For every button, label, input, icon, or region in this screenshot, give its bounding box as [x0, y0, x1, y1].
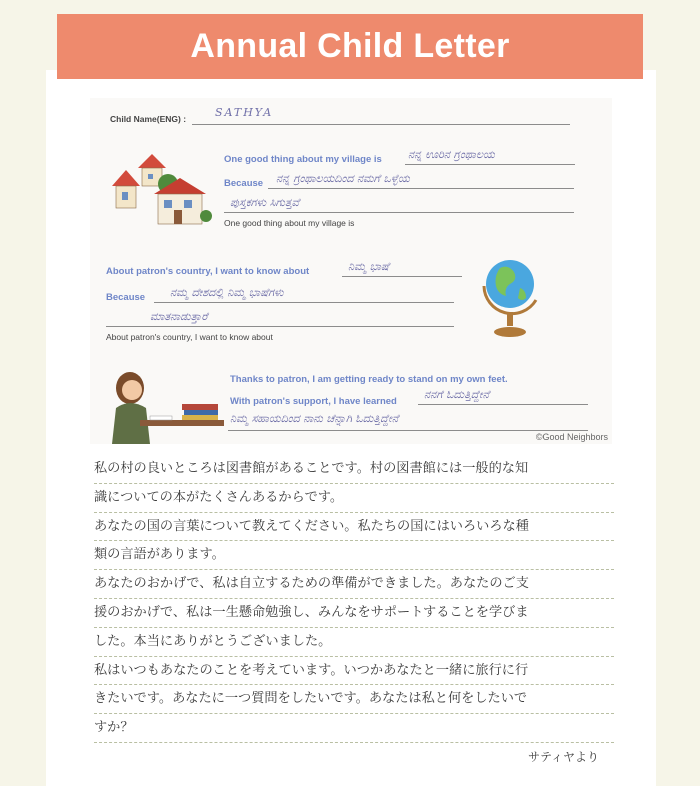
letter-line: すか？ — [94, 714, 614, 743]
letter-line: 私の村の良いところは図書館があることです。村の図書館には一般的な知 — [94, 455, 614, 484]
page-title: Annual Child Letter — [190, 27, 510, 65]
q1-because-answer: ನನ್ನ ಗ್ರಂಥಾಲಯದಿಂದ ನಮಗೆ ಒಳ್ಳೆಯ — [276, 172, 410, 185]
girl-studying-illustration — [100, 364, 224, 444]
q1-because-cont: ಪುಸ್ತಕಗಳು ಸಿಗುತ್ತವೆ — [230, 196, 300, 209]
header-banner — [57, 14, 643, 79]
q2-answer: ನಿಮ್ಮ ಭಾಷೆ — [348, 260, 389, 273]
q3-label: Thanks to patron, I am getting ready to stand on my own feet. — [230, 374, 508, 385]
scanned-letter-image — [90, 98, 612, 444]
q2-because-answer: ನಮ್ಮ ದೇಶದಲ್ಲಿ ನಿಮ್ಮ ಭಾಷೆಗಳು — [170, 286, 284, 299]
q1-label: One good thing about my village is — [224, 154, 382, 165]
village-houses-illustration — [110, 150, 214, 230]
letter-line: 類の言語があります。 — [94, 541, 614, 570]
q1-caption: One good thing about my village is — [224, 218, 355, 228]
q1-answer: ನನ್ನ ಊರಿನ ಗ್ರಂಥಾಲಯ — [408, 148, 495, 161]
letter-line: した。本当にありがとうございました。 — [94, 628, 614, 657]
q3-support-cont: ನಿಮ್ಮ ಸಹಾಯದಿಂದ ನಾನು ಚೆನ್ನಾಗಿ ಓದುತ್ತಿದ್ದೇನೆ — [230, 412, 399, 425]
globe-illustration — [474, 246, 546, 342]
child-name-value: SATHYA — [215, 106, 274, 119]
letter-line: あなたのおかげで、私は自立するための準備ができました。あなたのご支 — [94, 570, 614, 599]
letter-line: きたいです。あなたに一つ質問をしたいです。あなたは私と何をしたいで — [94, 685, 614, 714]
letter-signature: サティヤより — [528, 750, 600, 764]
q1-because-label: Because — [224, 178, 264, 189]
child-name-label: Child Name(ENG) : — [110, 114, 187, 124]
q3-support-answer: ನನಗೆ ಓದುತ್ತಿದ್ದೇನೆ — [424, 388, 490, 401]
letter-line: あなたの国の言葉について教えてください。私たちの国にはいろいろな種 — [94, 513, 614, 542]
letter-line: 私はいつもあなたのことを考えています。いつかあなたと一緒に旅行に行 — [94, 657, 614, 686]
q2-label: About patron's country, I want to know about — [106, 266, 310, 277]
q2-caption: About patron's country, I want to know about — [106, 332, 273, 342]
q2-because-label: Because — [106, 292, 146, 303]
image-credit: ©Good Neighbors — [535, 432, 608, 442]
q2-because-cont: ಮಾತನಾಡುತ್ತಾರೆ — [150, 310, 208, 323]
letter-line: 識についての本がたくさんあるからです。 — [94, 484, 614, 513]
letter-line: 援のおかげで、私は一生懸命勉強し、みんなをサポートすることを学びま — [94, 599, 614, 628]
letter-translation — [94, 455, 614, 743]
q3-support-label: With patron's support, I have learned — [230, 396, 397, 407]
